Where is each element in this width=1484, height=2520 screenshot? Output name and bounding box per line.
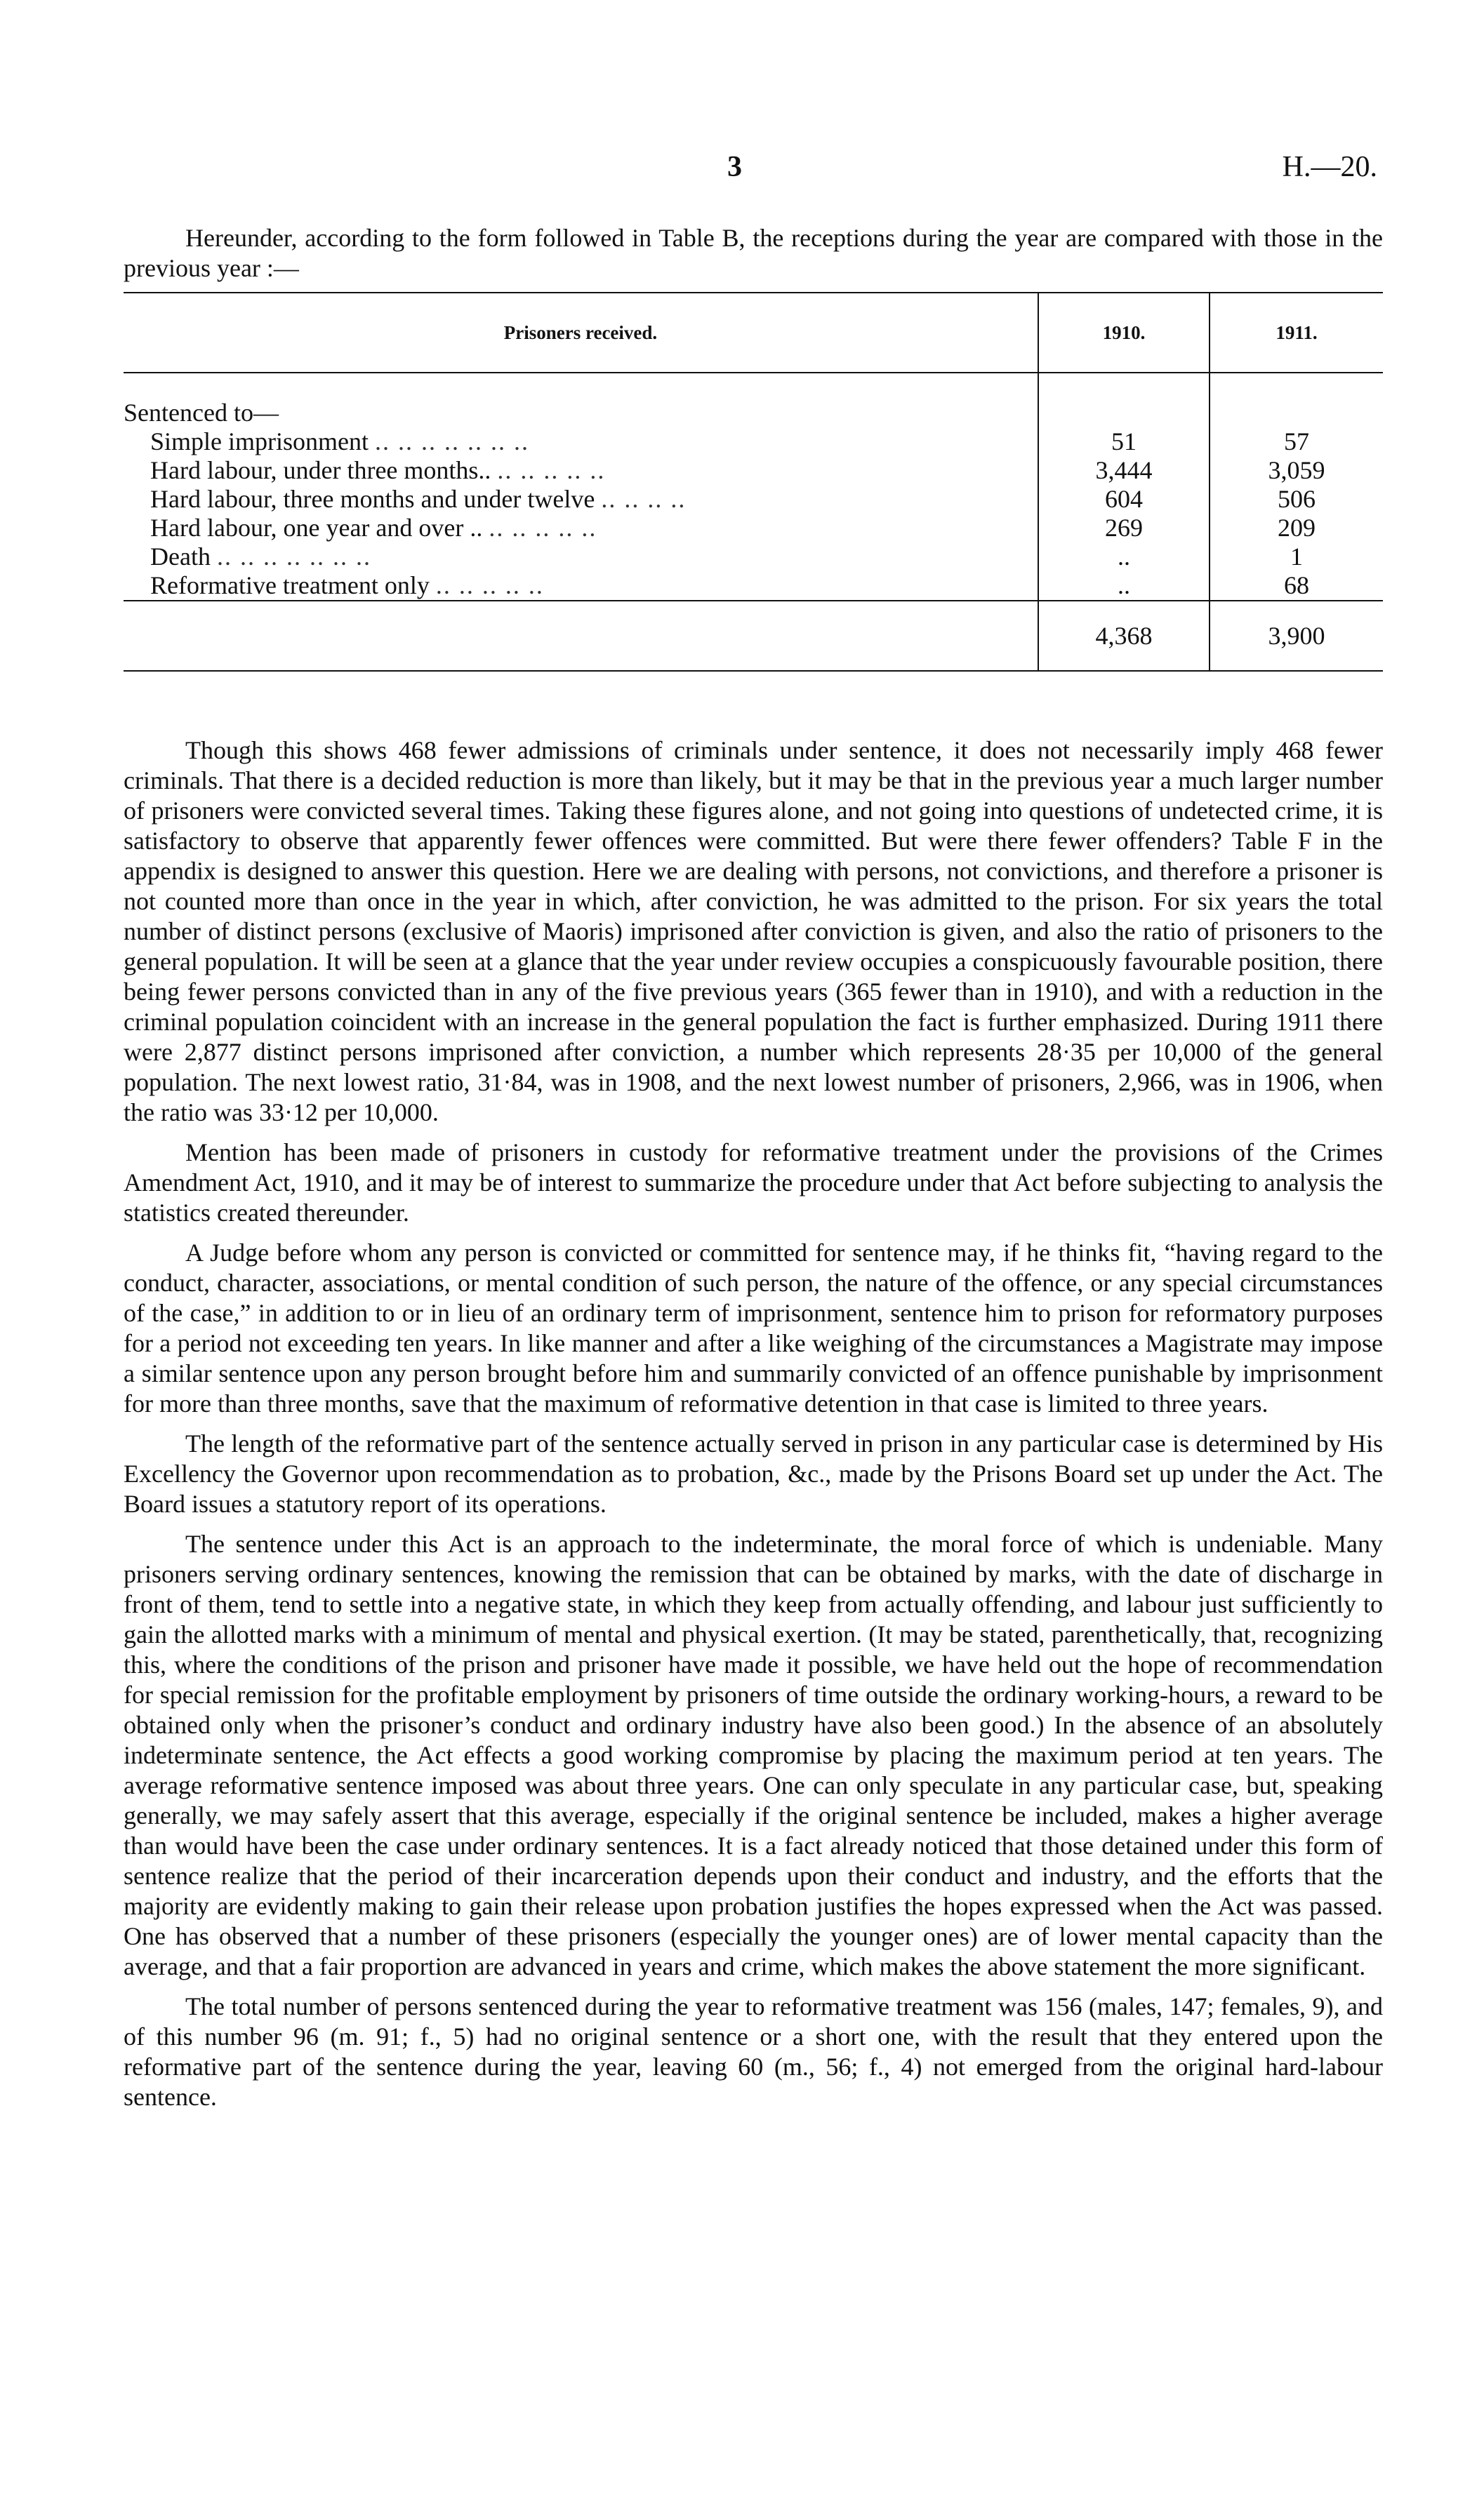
row-value-1911: 209: [1210, 514, 1383, 542]
row-value-1910: ..: [1038, 571, 1210, 601]
table-row: Hard labour, under three months.. .. .. .. .. .. 3,444 3,059: [124, 456, 1383, 485]
total-row: [124, 601, 1383, 670]
table-row: Hard labour, one year and over .. .. .. .. .. .. 269 209: [124, 514, 1383, 542]
row-value-1911: 3,059: [1210, 456, 1383, 485]
page-number: 3: [727, 151, 742, 183]
paragraph: The length of the reformative part of the sentence actually served in prison in any particular case is determined by His Excellency the Governor upon recommendation as to probation, &c., made by the Prisons Board set up under the Act. The Board issues a statutory report of its operations.: [124, 1429, 1383, 1518]
row-label: Simple imprisonment: [150, 427, 369, 455]
row-label: Hard labour, three months and under twelve: [150, 485, 595, 513]
body-text: [124, 735, 1383, 2122]
column-header-prisoners: Prisoners received.: [503, 321, 658, 343]
table-row: Hard labour, three months and under twelve .. .. .. .. 604 506: [124, 485, 1383, 514]
paragraph: Mention has been made of prisoners in custody for reformative treatment under the provisions of the Crimes Amendment Act, 1910, and it may be of interest to summarize the procedure under that Act before subjecting to analysis the statistics created thereunder.: [124, 1138, 1383, 1227]
total-1911: 3,900: [1210, 601, 1383, 670]
row-label: Reformative treatment only: [150, 571, 430, 599]
row-value-1911: 1: [1210, 542, 1383, 571]
paragraph: A Judge before whom any person is convicted or committed for sentence may, if he thinks fit, “having regard to the conduct, character, associations, or mental condition of such person, the nature of the offence, or any special circumstances of the case,” in addition to or in lieu of an ordinary term of imprisonment, sentence him to prison for reformatory purposes for a period not exceeding ten years. In like manner and after a like weighing of the circumstances a Magistrate may impose a similar sentence upon any person brought before him and summarily convicted of an offence punishable by imprisonment for more than three months, save that the maximum of reformative detention in that case is limited to three years.: [124, 1239, 1383, 1418]
table-row: Death .. .. .. .. .. .. .. .. 1: [124, 542, 1383, 571]
total-1910: 4,368: [1038, 601, 1210, 670]
paragraph: The total number of persons sentenced during the year to reformative treatment was 156 (males, 147; females, 9), and of this number 96 (m. 91; f., 5) had no original sentence or a short one, with the result that they entered upon the reformative part of the sentence during the year, leaving 60 (m., 56; f., 4) not emerged from the original hard-labour sentence.: [124, 1992, 1383, 2111]
column-header-1911: 1911.: [1210, 293, 1383, 373]
row-label: Hard labour, under three months..: [150, 456, 491, 484]
paragraph: The sentence under this Act is an approach to the indeterminate, the moral force of which is undeniable. Many prisoners serving ordinary sentences, knowing the remission that can be obtained by marks, with the date of discharge in front of them, tend to settle into a negative state, in which they keep from actually offending, and labour just sufficiently to gain the allotted marks with a minimum of mental and physical exertion. (It may be stated, parenthetically, that, recognizing this, where the conditions of the prison and prisoner have made it possible, we have held out the hope of recommendation for special remission for the profitable employment by prisoners of time outside the ordinary working-hours, a reward to be obtained only when the prisoner’s conduct and ordinary industry have also been good.) In the absence of an absolutely indeterminate sentence, the Act effects a good working compromise by placing the maximum period at ten years. The average reformative sentence imposed was about three years. One can only speculate in any particular case, but, speaking generally, we may safely assert that this average, especially if the original sentence be included, makes a higher average than would have been the case under ordinary sentences. It is a fact already noticed that those detained under this form of sentence realize that the period of their incarceration depends upon their conduct and industry, and the efforts that the majority are evidently making to gain their release upon probation justifies the hopes expressed when the Act was passed. One has observed that a number of these prisoners (especially the younger ones) are of lower mental capacity than the average, and that a fair proportion are advanced in years and crime, which makes the above statement the more significant.: [124, 1530, 1383, 1980]
row-label: Death: [150, 542, 211, 571]
intro-paragraph: Hereunder, according to the form followed in Table B, the receptions during the year are compared with those in the previous year :—: [124, 224, 1383, 282]
receptions-table: [124, 292, 1383, 672]
group-label: Sentenced to—: [124, 399, 279, 427]
table-bottom-rule: [124, 670, 1383, 672]
column-header-1910: 1910.: [1038, 293, 1210, 373]
row-label: Hard labour, one year and over ..: [150, 514, 483, 542]
row-value-1910: ..: [1038, 542, 1210, 571]
document-reference: H.—20.: [1282, 151, 1377, 183]
intro-text: [124, 223, 1383, 293]
row-value-1910: 51: [1038, 427, 1210, 456]
table-row: Reformative treatment only .. .. .. .. .. .. 68: [124, 571, 1383, 601]
row-value-1911: 57: [1210, 427, 1383, 456]
table-row: Simple imprisonment .. .. .. .. .. .. .. 51 57: [124, 427, 1383, 456]
row-value-1910: 3,444: [1038, 456, 1210, 485]
row-value-1910: 269: [1038, 514, 1210, 542]
row-value-1910: 604: [1038, 485, 1210, 514]
row-value-1911: 506: [1210, 485, 1383, 514]
row-value-1911: 68: [1210, 571, 1383, 601]
paragraph: Though this shows 468 fewer admissions of criminals under sentence, it does not necessarily imply 468 fewer criminals. That there is a decided reduction is more than likely, but it may be that in the previous year a much larger number of prisoners were convicted several times. Taking these figures alone, and not going into questions of undetected crime, it is satisfactory to observe that apparently fewer offences were committed. But were there fewer offenders? Table F in the appendix is designed to answer this question. Here we are dealing with persons, not convictions, and therefore a prisoner is not counted more than once in the year in which, after conviction, he was admitted to the prison. For six years the total number of distinct persons (exclusive of Maoris) imprisoned after conviction is given, and also the ratio of prisoners to the general population. It will be seen at a glance that the year under review occupies a conspicuously favourable position, there being fewer persons convicted than in any of the five previous years (365 fewer than in 1910), and with a reduction in the criminal population coincident with an increase in the general population the fact is further emphasized. During 1911 there were 2,877 distinct persons imprisoned after conviction, a number which represents 28·35 per 10,000 of the general population. The next lowest ratio, 31·84, was in 1908, and the next lowest number of prisoners, 2,966, was in 1906, when the ratio was 33·12 per 10,000.: [124, 736, 1383, 1126]
